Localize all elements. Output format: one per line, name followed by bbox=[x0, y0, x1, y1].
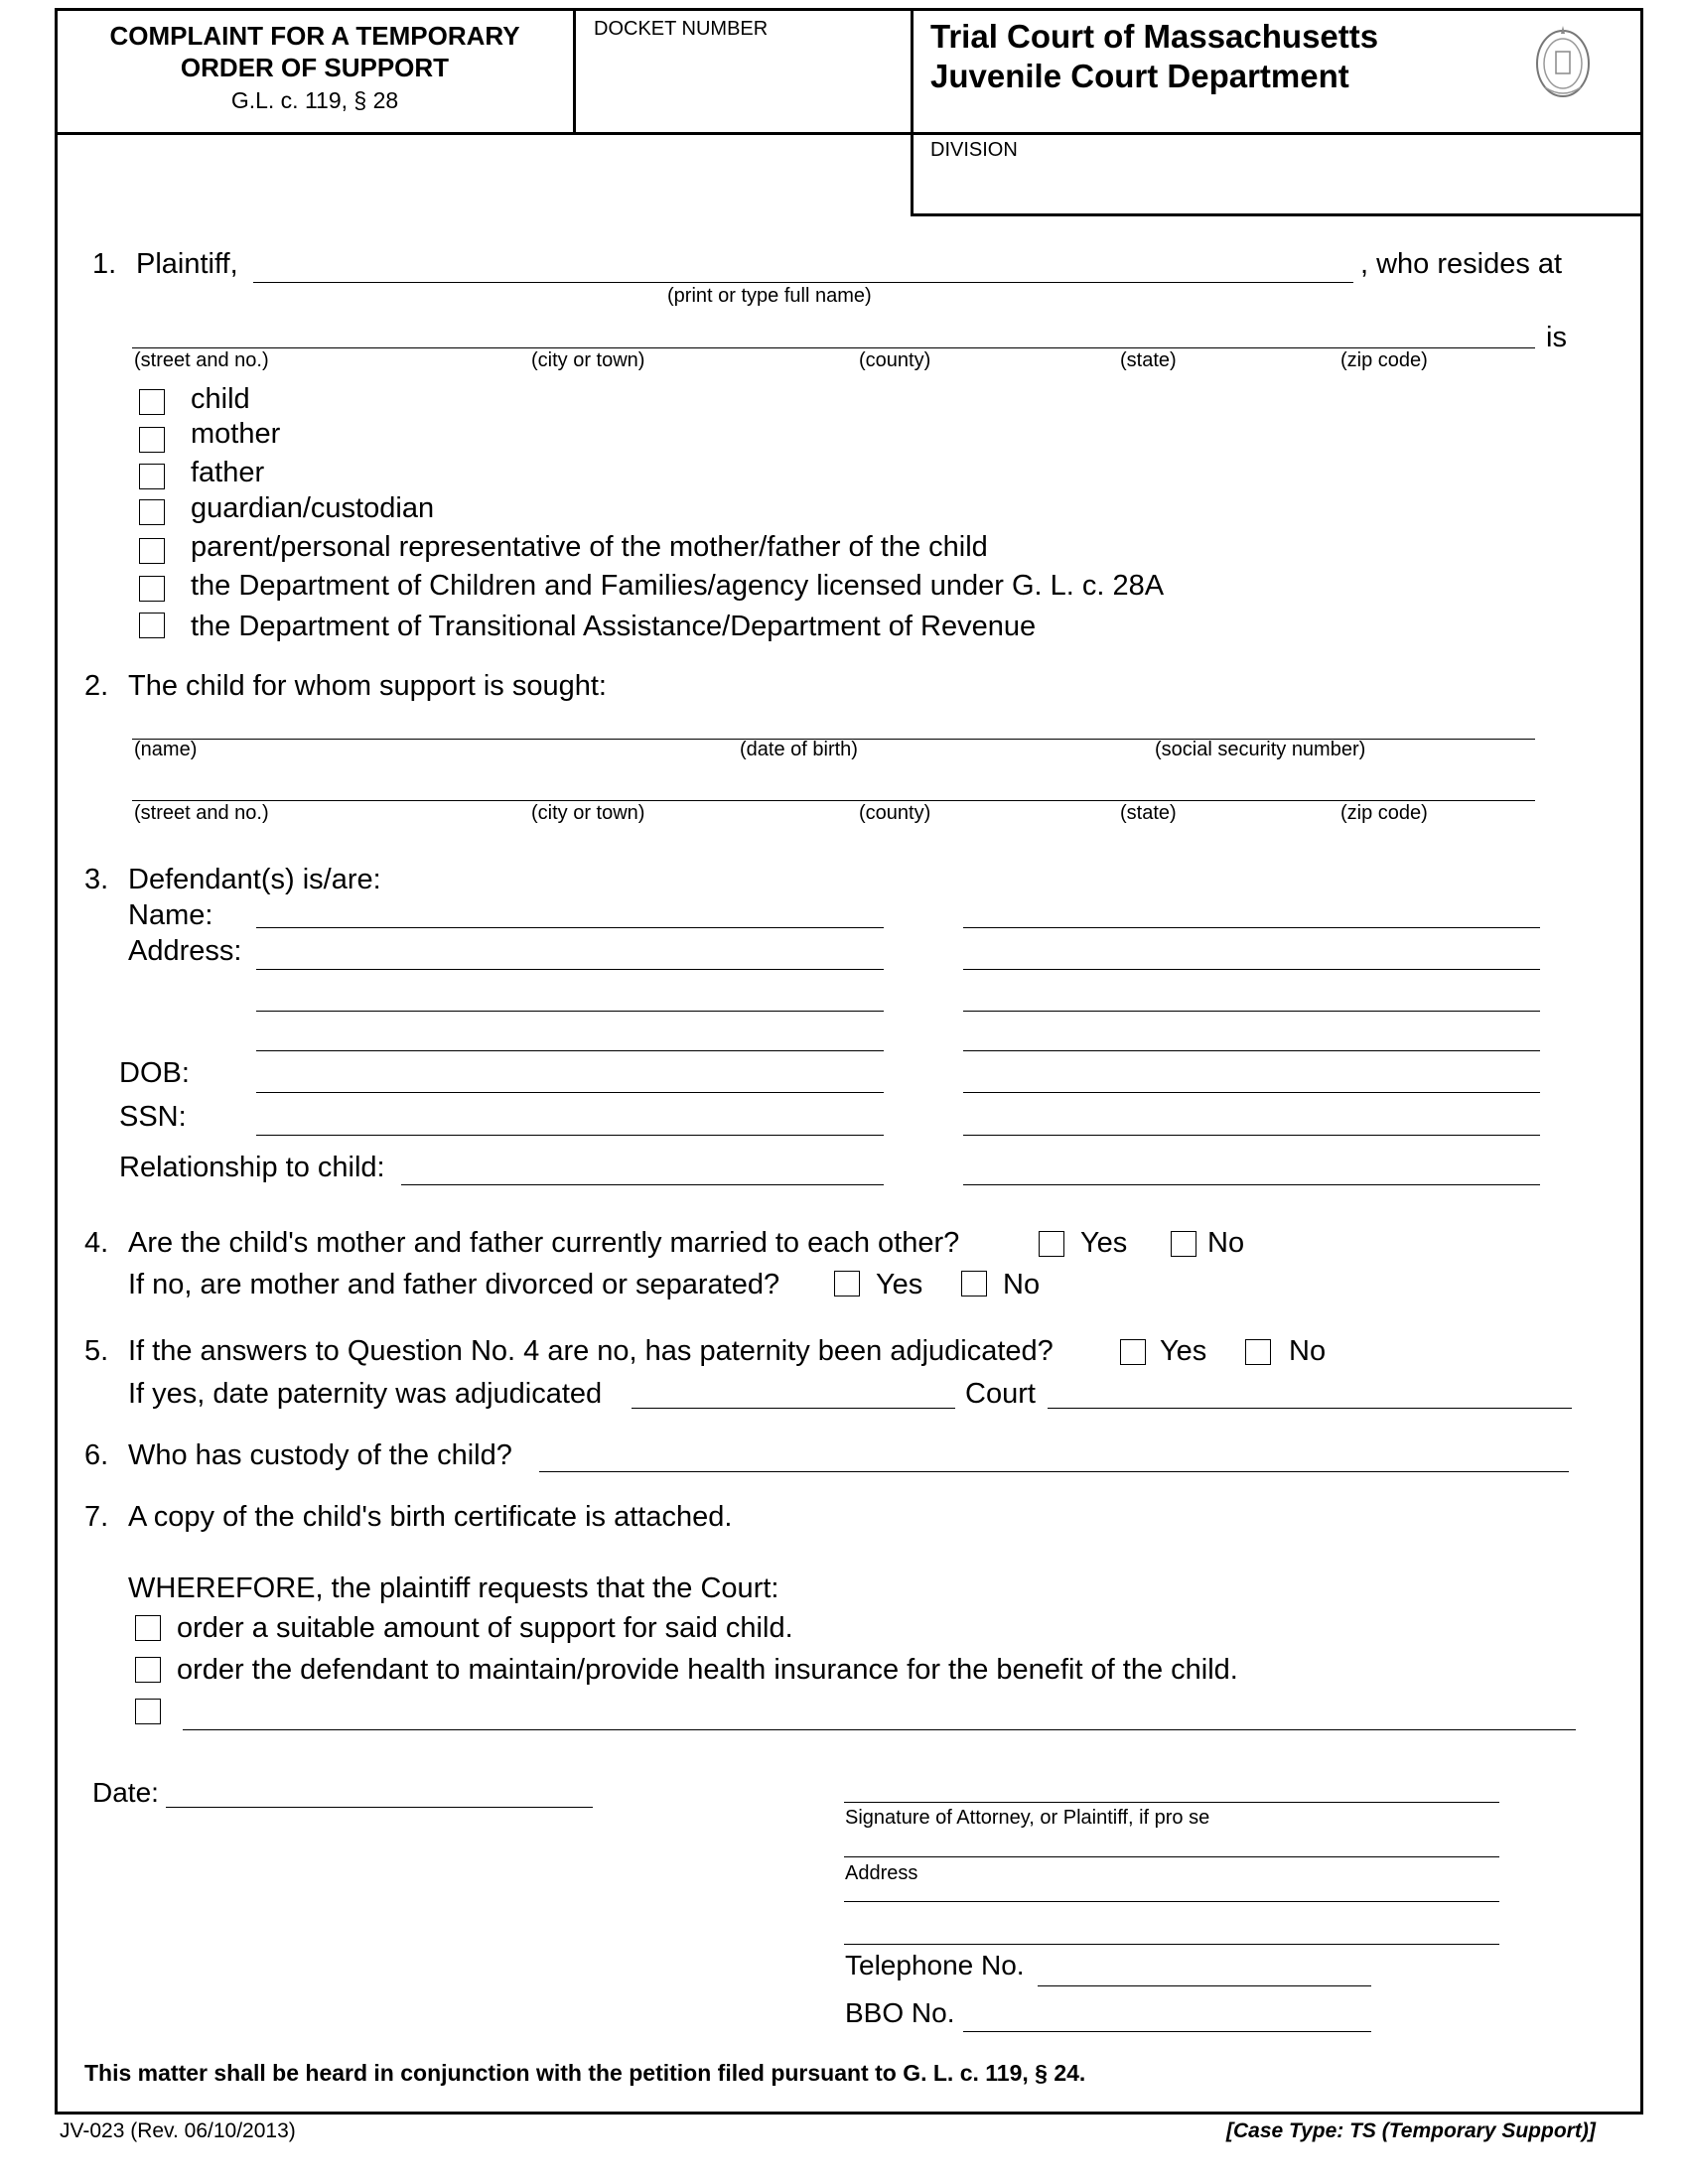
defendant2-relationship-field[interactable] bbox=[963, 1184, 1540, 1185]
defendant1-address-line3[interactable] bbox=[256, 1050, 884, 1051]
q7-text: A copy of the child's birth certificate is attached. bbox=[128, 1501, 733, 1533]
q4-married-no-label: No bbox=[1207, 1227, 1245, 1259]
form-id: JV-023 (Rev. 06/10/2013) bbox=[60, 2119, 296, 2142]
plaintiff-name-field[interactable] bbox=[253, 282, 1353, 283]
q5-adjudicated-no-label: No bbox=[1289, 1335, 1327, 1367]
defendant2-ssn-field[interactable] bbox=[963, 1135, 1540, 1136]
q4-divorced-yes-label: Yes bbox=[876, 1269, 923, 1300]
q5-line1: If the answers to Question No. 4 are no, has paternity been adjudicated? bbox=[128, 1335, 1054, 1367]
caption-child-county: (county) bbox=[859, 802, 931, 824]
caption-child-street: (street and no.) bbox=[134, 802, 269, 824]
q4-number: 4. bbox=[84, 1227, 109, 1259]
defendant1-ssn-field[interactable] bbox=[256, 1135, 884, 1136]
caption-street: (street and no.) bbox=[134, 349, 269, 371]
wherefore-intro: WHEREFORE, the plaintiff requests that the Court: bbox=[128, 1572, 779, 1604]
form-border bbox=[55, 8, 1643, 2115]
court-department: Juvenile Court Department bbox=[930, 58, 1349, 94]
header-divider bbox=[55, 132, 1643, 135]
q5-number: 5. bbox=[84, 1335, 109, 1367]
plaintiff-label: Plaintiff, bbox=[136, 248, 238, 280]
caption-child-dob: (date of birth) bbox=[740, 739, 858, 760]
q2-text: The child for whom support is sought: bbox=[128, 670, 607, 702]
caption-child-state: (state) bbox=[1120, 802, 1177, 824]
statute-citation: G.L. c. 119, § 28 bbox=[230, 87, 399, 113]
checkbox-guardian[interactable] bbox=[139, 499, 165, 525]
q4-divorced-no-checkbox[interactable] bbox=[961, 1271, 987, 1297]
option-mother: mother bbox=[191, 418, 281, 450]
caption-child-city: (city or town) bbox=[531, 802, 645, 824]
defendant2-address-line2[interactable] bbox=[963, 1011, 1540, 1012]
caption-child-ssn: (social security number) bbox=[1155, 739, 1366, 760]
defendant1-address-line2[interactable] bbox=[256, 1011, 884, 1012]
division-label: DIVISION bbox=[930, 139, 1018, 161]
checkbox-health-insurance[interactable] bbox=[135, 1657, 161, 1683]
paternity-court-field[interactable] bbox=[1048, 1408, 1572, 1409]
date-label: Date: bbox=[92, 1777, 159, 1808]
q5-adjudicated-yes-label: Yes bbox=[1160, 1335, 1207, 1367]
plaintiff-address-field[interactable] bbox=[132, 347, 1535, 348]
division-box-bottom bbox=[911, 213, 1643, 216]
defendant2-dob-field[interactable] bbox=[963, 1092, 1540, 1093]
defendant1-relationship-field[interactable] bbox=[401, 1184, 884, 1185]
option-parent-representative: parent/personal representative of the mother/father of the child bbox=[191, 531, 988, 563]
massachusetts-seal-icon bbox=[1535, 22, 1591, 99]
header-divider-v1 bbox=[573, 8, 576, 134]
child-address-field[interactable] bbox=[132, 800, 1535, 801]
case-type: [Case Type: TS (Temporary Support)] bbox=[1226, 2119, 1596, 2142]
q2-number: 2. bbox=[84, 670, 109, 702]
form-title bbox=[58, 20, 572, 83]
form-title-line1: COMPLAINT FOR A TEMPORARY bbox=[109, 21, 520, 51]
checkbox-other-relief[interactable] bbox=[135, 1699, 161, 1724]
telephone-label: Telephone No. bbox=[845, 1950, 1025, 1980]
checkbox-dta-dor[interactable] bbox=[139, 613, 165, 638]
defendant-address-label: Address: bbox=[128, 935, 242, 967]
signature-caption: Signature of Attorney, or Plaintiff, if pro se bbox=[845, 1807, 1210, 1829]
relationship-label: Relationship to child: bbox=[119, 1152, 385, 1183]
date-field[interactable] bbox=[166, 1807, 593, 1808]
q1-number: 1. bbox=[92, 248, 117, 280]
checkbox-dcf[interactable] bbox=[139, 576, 165, 602]
checkbox-child[interactable] bbox=[139, 389, 165, 415]
is-label: is bbox=[1546, 322, 1567, 353]
checkbox-parent-representative[interactable] bbox=[139, 538, 165, 564]
q4-line1: Are the child's mother and father currently married to each other? bbox=[128, 1227, 960, 1259]
option-dcf: the Department of Children and Families/agency licensed under G. L. c. 28A bbox=[191, 570, 1165, 602]
caption-child-name: (name) bbox=[134, 739, 198, 760]
checkbox-father[interactable] bbox=[139, 464, 165, 489]
defendant2-address-line3[interactable] bbox=[963, 1050, 1540, 1051]
court-name: Trial Court of Massachusetts bbox=[930, 18, 1379, 55]
signature-field[interactable] bbox=[844, 1802, 1499, 1803]
option-child: child bbox=[191, 383, 250, 415]
caption-zip: (zip code) bbox=[1340, 349, 1428, 371]
q3-number: 3. bbox=[84, 864, 109, 895]
defendant2-name-field[interactable] bbox=[963, 927, 1540, 928]
q4-married-no-checkbox[interactable] bbox=[1171, 1231, 1196, 1257]
option-health-insurance: order the defendant to maintain/provide health insurance for the benefit of the child. bbox=[177, 1654, 1238, 1686]
bbo-field[interactable] bbox=[963, 2031, 1371, 2032]
division-field[interactable] bbox=[930, 164, 1625, 208]
defendant1-dob-field[interactable] bbox=[256, 1092, 884, 1093]
option-guardian: guardian/custodian bbox=[191, 492, 435, 524]
q3-text: Defendant(s) is/are: bbox=[128, 864, 381, 895]
option-order-support: order a suitable amount of support for said child. bbox=[177, 1612, 793, 1644]
defendant1-address-line1[interactable] bbox=[256, 969, 884, 970]
caption-county: (county) bbox=[859, 349, 931, 371]
q5-line2: If yes, date paternity was adjudicated bbox=[128, 1378, 603, 1410]
q4-married-yes-label: Yes bbox=[1080, 1227, 1128, 1259]
header-divider-v2 bbox=[911, 8, 914, 216]
attorney-address-line3[interactable] bbox=[844, 1944, 1499, 1945]
q4-divorced-no-label: No bbox=[1003, 1269, 1041, 1300]
caption-city: (city or town) bbox=[531, 349, 645, 371]
option-dta-dor: the Department of Transitional Assistance/Department of Revenue bbox=[191, 611, 1037, 642]
defendant-dob-label: DOB: bbox=[119, 1057, 190, 1089]
telephone-field[interactable] bbox=[1038, 1985, 1371, 1986]
defendant1-name-field[interactable] bbox=[256, 927, 884, 928]
form-title-line2: ORDER OF SUPPORT bbox=[180, 53, 450, 82]
court-label: Court bbox=[965, 1378, 1036, 1410]
q4-line2: If no, are mother and father divorced or separated? bbox=[128, 1269, 780, 1300]
custody-field[interactable] bbox=[539, 1471, 1569, 1472]
caption-state: (state) bbox=[1120, 349, 1177, 371]
resides-at-label: , who resides at bbox=[1360, 248, 1563, 280]
defendant2-address-line1[interactable] bbox=[963, 969, 1540, 970]
q4-divorced-yes-checkbox[interactable] bbox=[834, 1271, 860, 1297]
plaintiff-name-caption: (print or type full name) bbox=[667, 285, 872, 307]
other-relief-field[interactable] bbox=[183, 1729, 1576, 1730]
attorney-address-line1[interactable] bbox=[844, 1856, 1499, 1857]
defendant-name-label: Name: bbox=[128, 899, 213, 931]
q5-adjudicated-yes-checkbox[interactable] bbox=[1120, 1339, 1146, 1365]
q6-number: 6. bbox=[84, 1439, 109, 1471]
q6-text: Who has custody of the child? bbox=[128, 1439, 512, 1471]
docket-number-field[interactable] bbox=[594, 45, 897, 124]
q7-number: 7. bbox=[84, 1501, 109, 1533]
caption-child-zip: (zip code) bbox=[1340, 802, 1428, 824]
defendant-ssn-label: SSN: bbox=[119, 1101, 187, 1133]
hearing-notice: This matter shall be heard in conjunction with the petition filed pursuant to G. L. c. 119, § 24. bbox=[84, 2060, 1086, 2086]
checkbox-mother[interactable] bbox=[139, 427, 165, 453]
checkbox-order-support[interactable] bbox=[135, 1615, 161, 1641]
docket-number-label: DOCKET NUMBER bbox=[594, 18, 769, 40]
q5-adjudicated-no-checkbox[interactable] bbox=[1245, 1339, 1271, 1365]
bbo-label: BBO No. bbox=[845, 1997, 955, 2028]
option-father: father bbox=[191, 457, 265, 488]
address-caption: Address bbox=[845, 1862, 918, 1884]
attorney-address-line2[interactable] bbox=[844, 1901, 1499, 1902]
q4-married-yes-checkbox[interactable] bbox=[1039, 1231, 1064, 1257]
paternity-date-field[interactable] bbox=[632, 1408, 955, 1409]
